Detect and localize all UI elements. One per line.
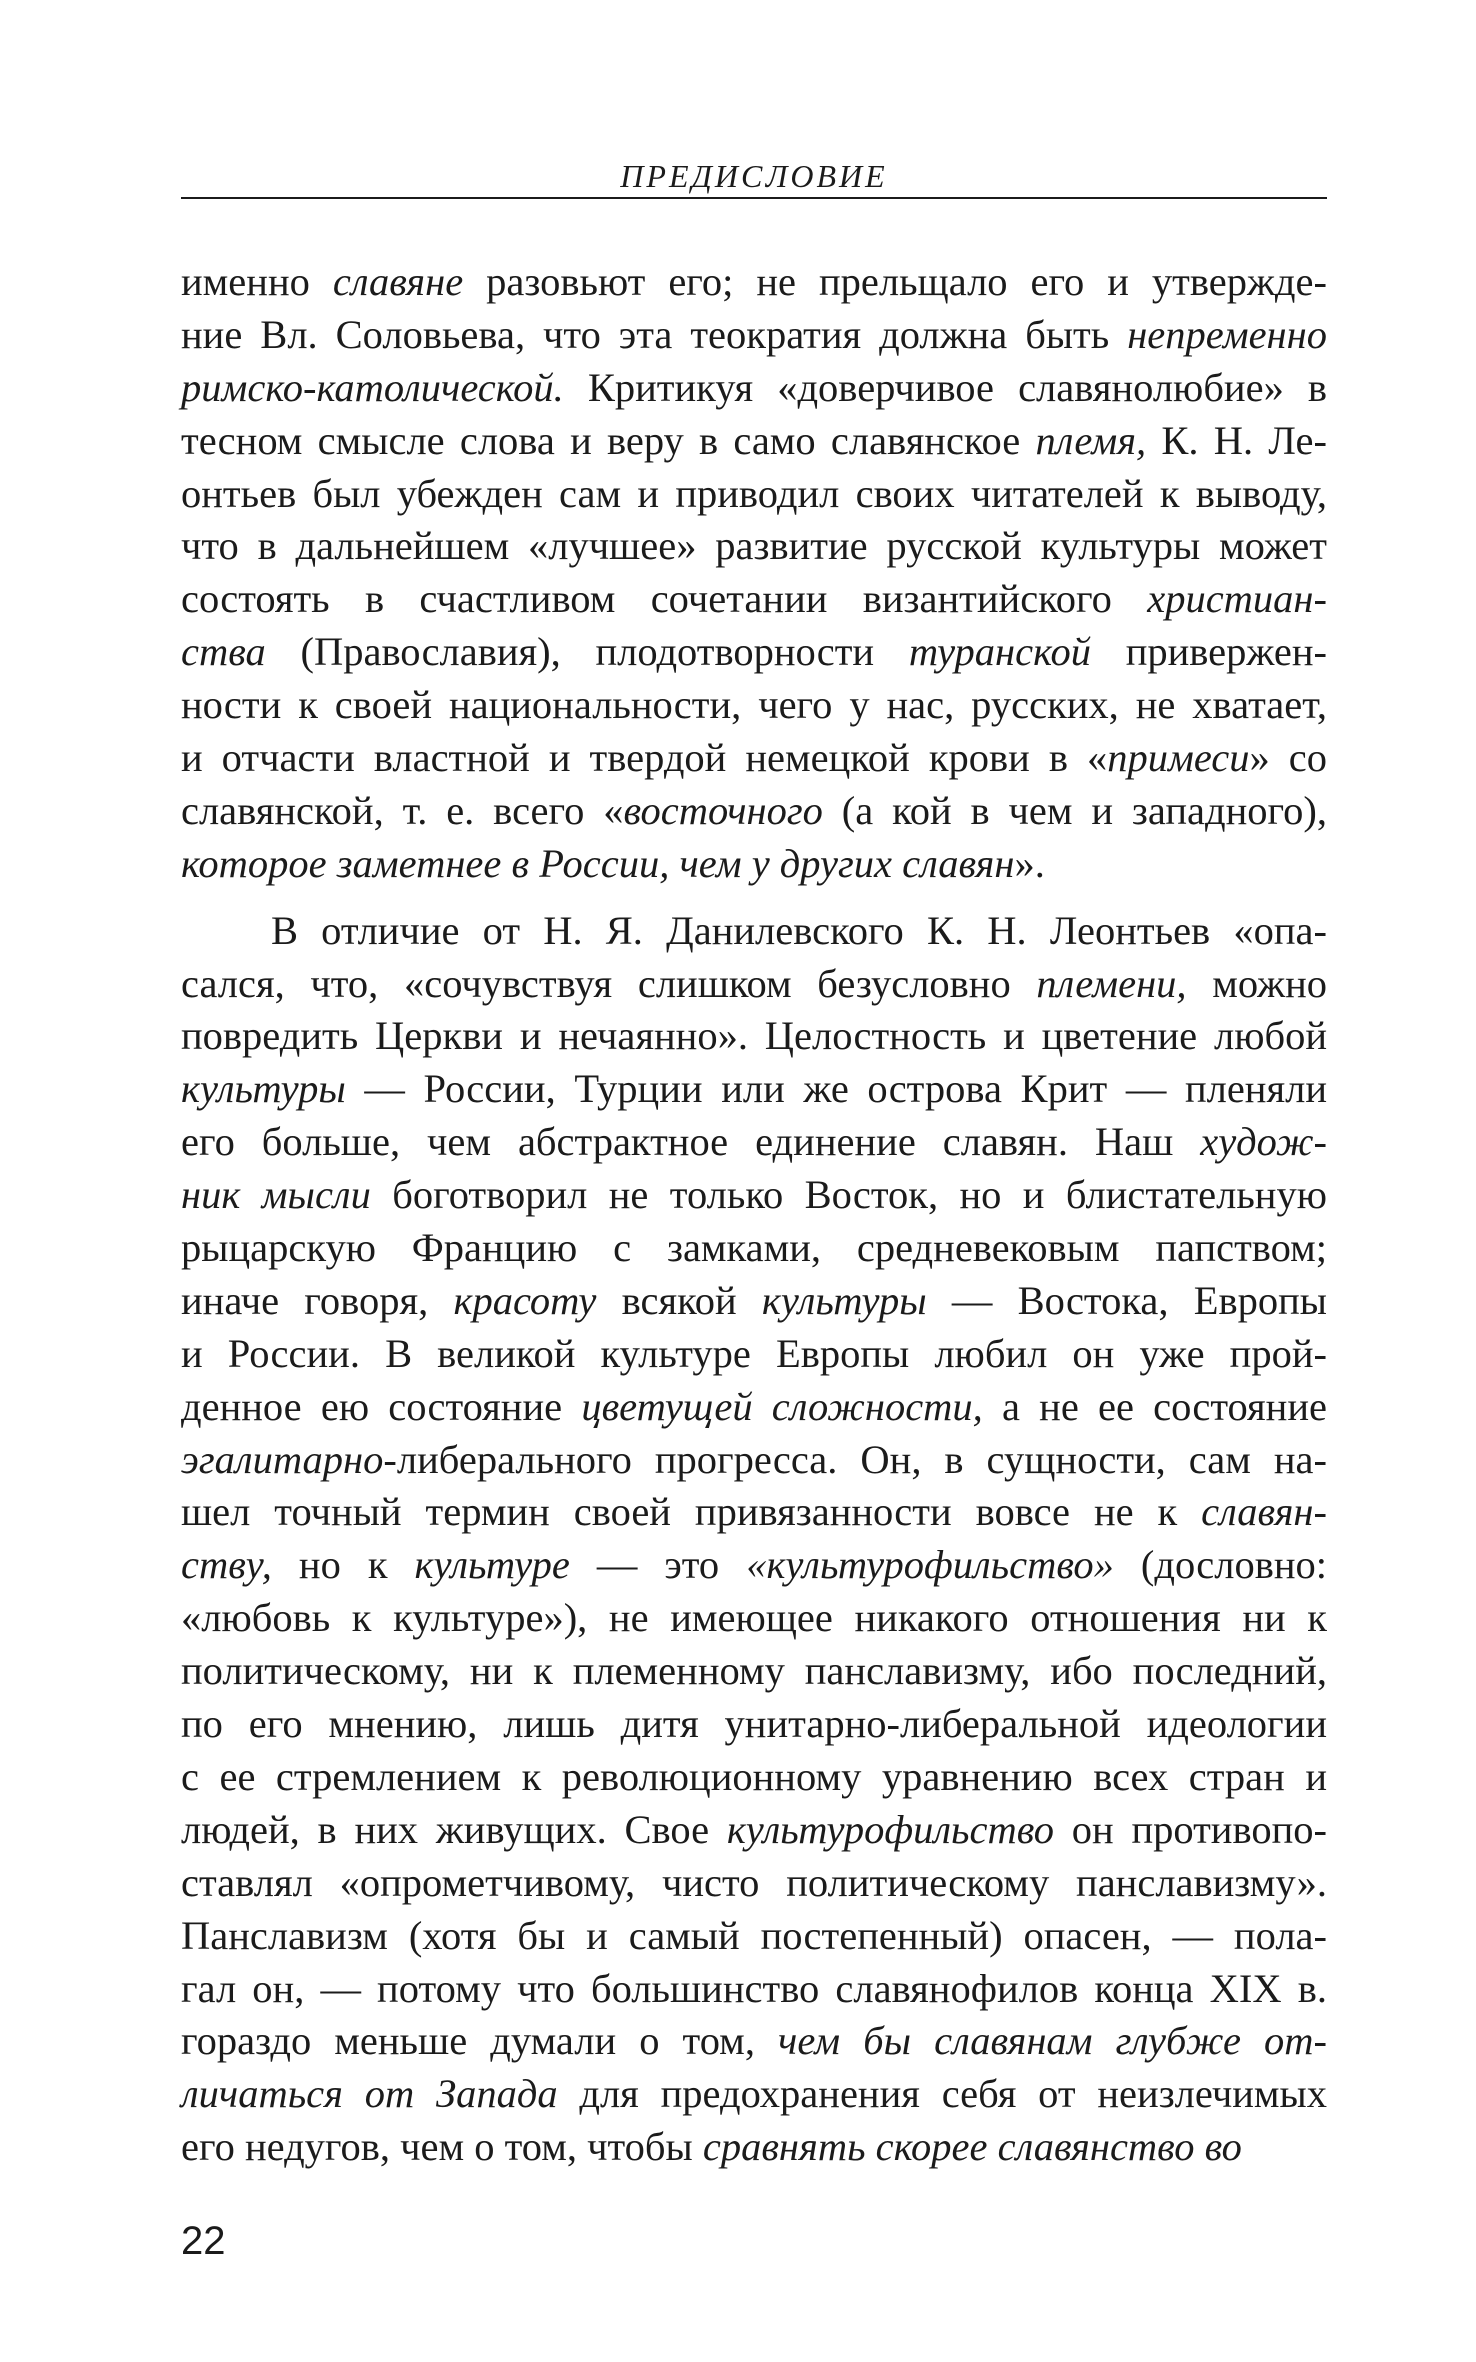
text-run: политическому, ни к племенному панславизму, ибо последний, [181, 1648, 1327, 1694]
text-line [181, 958, 1327, 1011]
paragraph-spacer [181, 891, 1327, 905]
italic-run: которое заметнее в России, чем у других славян [181, 840, 1015, 886]
text-run: гораздо меньше думали о том, [181, 2018, 779, 2064]
text-run: — Востока, Европы [926, 1277, 1327, 1323]
text-run: тесном смысле слова и веру в само славянское [181, 417, 1036, 463]
text-line [181, 1222, 1327, 1275]
text-line [181, 1328, 1327, 1381]
italic-run: красоту [453, 1277, 597, 1323]
text-line [181, 1486, 1327, 1539]
text-line [181, 1910, 1327, 1963]
running-head-title: ПРЕДИСЛОВИЕ [620, 158, 888, 194]
text-run: -либерального прогресса. Он, в сущности, сам на- [383, 1436, 1327, 1482]
text-line [181, 1645, 1327, 1698]
paragraph [181, 256, 1327, 891]
italic-run: славян- [1201, 1489, 1327, 1535]
text-run: ». [1014, 840, 1045, 886]
text-run: ставлял «опрометчивому, чисто политическому панславизму». [181, 1859, 1327, 1905]
text-line [181, 1116, 1327, 1169]
text-run: — это [569, 1542, 747, 1588]
text-run: ние Вл. Соловьева, что эта теократия должна быть [181, 311, 1128, 357]
body-text [181, 256, 1327, 2174]
italic-run: ник мысли [181, 1172, 371, 1218]
text-run: состоять в счастливом сочетании византийского [181, 576, 1148, 622]
italic-run: худож- [1200, 1119, 1327, 1165]
text-run: он противопо- [1054, 1806, 1327, 1852]
text-line [181, 2121, 1327, 2174]
text-run: повредить Церкви и нечаянно». Целостность и цветение любой [181, 1013, 1327, 1059]
text-run: К. Н. Ле- [1146, 417, 1327, 463]
italic-run: ству, [181, 1542, 272, 1588]
text-run: — России, Турции или же острова Крит — пленяли [345, 1066, 1327, 1112]
italic-run: культурофильство [726, 1806, 1054, 1852]
text-run: славянской, т. е. всего « [181, 787, 624, 833]
italic-run: культуре [414, 1542, 570, 1588]
text-run: с ее стремлением к революционному уравнению всех стран и [181, 1753, 1327, 1799]
text-run: привержен- [1090, 629, 1327, 675]
text-run: шел точный термин своей привязанности вовсе не к [181, 1489, 1202, 1535]
text-run: (Православия), плодотворности [265, 629, 909, 675]
text-run: «любовь к культуре»), не имеющее никакого отношения ни к [181, 1595, 1327, 1641]
italic-run: племени, [1036, 960, 1187, 1006]
text-run: именно [181, 259, 333, 304]
italic-run: восточного [623, 787, 823, 833]
text-line [181, 520, 1327, 573]
text-run: его больше, чем абстрактное единение славян. Наш [181, 1119, 1201, 1165]
text-line [181, 785, 1327, 838]
text-run: иначе говоря, [181, 1277, 454, 1323]
text-run: » со [1249, 735, 1327, 781]
text-run: можно [1186, 960, 1328, 1006]
text-line [181, 415, 1327, 468]
text-line [181, 2068, 1327, 2121]
text-run: а не ее состояние [982, 1383, 1327, 1429]
text-line [181, 1539, 1327, 1592]
italic-run: «культурофильство» [746, 1542, 1114, 1588]
text-run: что в дальнейшем «лучшее» развитие русской культуры может [181, 523, 1327, 569]
text-run: В отличие от Н. Я. Данилевского К. Н. Леонтьев «опа- [271, 907, 1327, 953]
italic-run: римско-католической. [181, 364, 564, 410]
italic-run: культуры [181, 1066, 346, 1112]
text-line [181, 732, 1327, 785]
text-line [181, 468, 1327, 521]
italic-run: непременно [1127, 311, 1327, 357]
text-line [181, 1804, 1327, 1857]
text-run: но к [271, 1542, 415, 1588]
text-run: по его мнению, лишь дитя унитарно-либеральной идеологии [181, 1701, 1327, 1747]
text-run: онтьев был убежден сам и приводил своих читателей к выводу, [181, 470, 1327, 516]
text-line [181, 1010, 1327, 1063]
text-run: гал он, — потому что большинство славянофилов конца XIX в. [181, 1965, 1327, 2011]
text-line [181, 1963, 1327, 2016]
text-run: рыцарскую Францию с замками, средневековым папством; [181, 1225, 1327, 1271]
text-line [181, 362, 1327, 415]
text-line [181, 679, 1327, 732]
text-run: разовьют его; не прельщало его и утвержде- [463, 259, 1327, 304]
italic-run: славяне [332, 259, 464, 304]
text-line [181, 1592, 1327, 1645]
italic-run: эгалитарно [181, 1436, 384, 1482]
text-run: Критикуя «доверчивое славянолюбие» в [563, 364, 1327, 410]
text-run: (дословно: [1113, 1542, 1327, 1588]
text-run: и отчасти властной и твердой немецкой крови в « [181, 735, 1108, 781]
text-line [181, 626, 1327, 679]
italic-run: туранской [908, 629, 1091, 675]
italic-run: культуры [761, 1277, 927, 1323]
text-line [181, 905, 1327, 958]
italic-run: цветущей сложности, [581, 1383, 983, 1429]
text-line [181, 2015, 1327, 2068]
text-run: людей, в них живущих. Свое [181, 1806, 727, 1852]
text-run: Панславизм (хотя бы и самый постепенный) опасен, — пола- [181, 1912, 1327, 1958]
italic-run: ства [181, 629, 266, 675]
italic-run: сравнять скорее славянство во [702, 2124, 1242, 2170]
text-run: сался, что, «сочувствуя слишком безусловно [181, 960, 1037, 1006]
page-number: 22 [181, 2219, 226, 2263]
text-run: для предохранения себя от неизлечимых [557, 2071, 1327, 2117]
text-line [181, 1063, 1327, 1116]
text-line [181, 1698, 1327, 1751]
italic-run: примеси [1107, 735, 1250, 781]
text-run: (а кой в чем и западного), [822, 787, 1327, 833]
header-rule [181, 197, 1327, 199]
text-run: денное ею состояние [181, 1383, 582, 1429]
text-line [181, 1275, 1327, 1328]
italic-run: личаться от Запада [181, 2071, 558, 2117]
text-line [181, 1857, 1327, 1910]
italic-run: христиан- [1147, 576, 1327, 622]
text-line [181, 838, 1327, 891]
text-run: и России. В великой культуре Европы любил он уже прой- [181, 1330, 1327, 1376]
text-line [181, 1751, 1327, 1804]
text-run: ности к своей национальности, чего у нас, русских, не хватает, [181, 682, 1327, 728]
text-line [181, 1434, 1327, 1487]
paragraph [181, 905, 1327, 2174]
text-line [181, 256, 1327, 309]
text-line [181, 309, 1327, 362]
italic-run: племя, [1035, 417, 1147, 463]
text-line [181, 1169, 1327, 1222]
text-line [181, 573, 1327, 626]
text-run: боготворил не только Восток, но и блистательную [370, 1172, 1327, 1218]
text-run: всякой [596, 1277, 762, 1323]
italic-run: чем бы славянам глубже от- [778, 2018, 1327, 2064]
text-line [181, 1381, 1327, 1434]
text-run: его недугов, чем о том, чтобы [181, 2124, 703, 2170]
